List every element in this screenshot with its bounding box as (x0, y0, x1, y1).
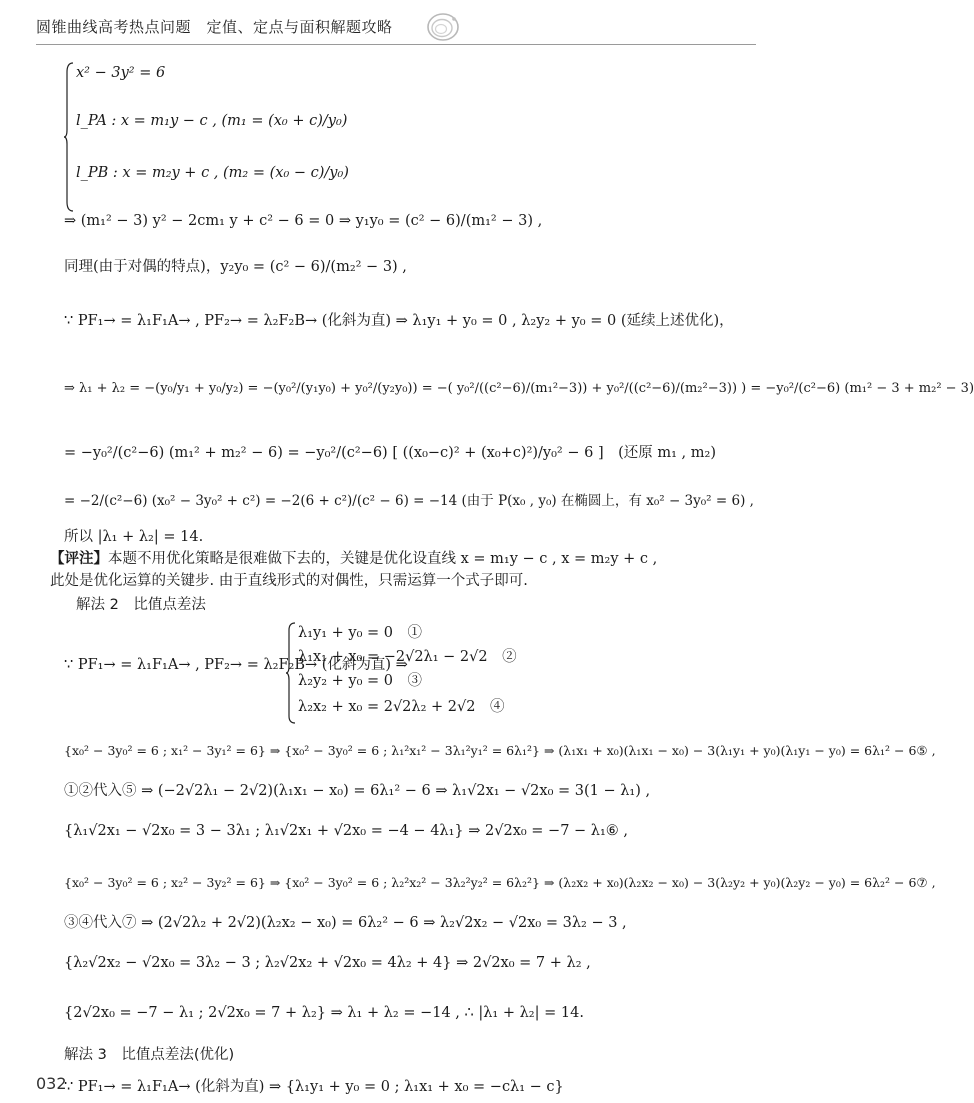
comment-line-1 (50, 550, 657, 568)
vector-condition-result: (化斜为直) ⇒ λ₁y₁ + y₀ = 0 , λ₂y₂ + y₀ = 0 (321, 313, 617, 329)
comment-text-1: 本题不用优化策略是很难做下去的，关键是优化设直线 x = m₁y − c , x = m₂y + c , (108, 551, 658, 567)
s2-vector-condition: ∵ PF₁→ = λ₁F₁A→ , PF₂→ = λ₂F₂B→ (化斜为直) ⇒ (64, 657, 408, 673)
s2-eq-4: λ₂x₂ + x₀ = 2√2λ₂ + 2√2 ④ (298, 699, 505, 715)
s2-eq-3: λ₂y₂ + y₀ = 0 ③ (298, 673, 422, 689)
eq-dual: 同理(由于对偶的特点)，y₂y₀ = (c² − 6)/(m₂² − 3) , (64, 259, 407, 275)
s2-substitute-2: ③④代入⑦ ⇒ (2√2λ₂ + 2√2)(λ₂x₂ − x₀) = 6λ₂² − 6 ⇒ λ₂√2x₂ − √2x₀ = 3λ₂ − 3 , (64, 915, 627, 931)
s2-point-difference-2: {x₀² − 3y₀² = 6 ; x₂² − 3y₂² = 6} ⇒ {x₀² − 3y₀² = 6 ; λ₂²x₂² − 3λ₂²y₂² = 6λ₂²} ⇒ (λ₂x₂ + x₀)(λ₂x₂ − x₀) − 3(λ₂y₂ + y₀)(λ₂y₂ − y₀) = 6λ₂² − 6⑦ , (64, 875, 936, 890)
s2-substitute-1: ①②代入⑤ ⇒ (−2√2λ₁ − 2√2)(λ₁x₁ − x₀) = 6λ₁² − 6 ⇒ λ₁√2x₁ − √2x₀ = 3(1 − λ₁) , (64, 783, 651, 799)
eq-line-pa: l_PA : x = m₁y − c , (m₁ = (x₀ + c)/y₀) (76, 113, 348, 129)
comment-tag: 【评注】 (50, 550, 108, 567)
page-header (36, 10, 756, 45)
s2-eq-2: λ₁x₁ + x₀ = −2√2λ₁ − 2√2 ② (298, 649, 517, 665)
eq-lambda-expand: = −y₀²/(c²−6) (m₁² + m₂² − 6) = −y₀²/(c²−6) [ ((x₀−c)² + (x₀+c)²)/y₀² − 6 ] (还原 m₁ , m₂) (64, 445, 716, 461)
s2-solve-2: {λ₂√2x₂ − √2x₀ = 3λ₂ − 3 ; λ₂√2x₂ + √2x₀ = 4λ₂ + 4} ⇒ 2√2x₀ = 7 + λ₂ , (64, 955, 591, 971)
solution-3-heading: 解法 3 比值点差法(优化) (64, 1047, 235, 1063)
s2-solve-1: {λ₁√2x₁ − √2x₀ = 3 − 3λ₁ ; λ₁√2x₁ + √2x₀ = −4 − 4λ₁} ⇒ 2√2x₀ = −7 − λ₁⑥ , (64, 823, 629, 839)
eq-vector-condition (64, 312, 734, 330)
conclusion-1: 所以 |λ₁ + λ₂| = 14. (64, 529, 204, 545)
s2-conclusion: {2√2x₀ = −7 − λ₁ ; 2√2x₀ = 7 + λ₂} ⇒ λ₁ + λ₂ = −14 , ∴ |λ₁ + λ₂| = 14. (64, 1005, 584, 1021)
left-brace (64, 62, 74, 212)
eq-lambda-result: = −2/(c²−6) (x₀² − 3y₀² + c²) = −2(6 + c²)/(c² − 6) = −14 (由于 P(x₀ , y₀) 在椭圆上，有 x₀² − 3y₀² = 6) , (64, 493, 754, 509)
s2-point-difference-1: {x₀² − 3y₀² = 6 ; x₁² − 3y₁² = 6} ⇒ {x₀² − 3y₀² = 6 ; λ₁²x₁² − 3λ₁²y₁² = 6λ₁²} ⇒ (λ₁x₁ + x₀)(λ₁x₁ − x₀) − 3(λ₁y₁ + y₀)(λ₁y₁ − y₀) = 6λ₁² − 6⑤ , (64, 743, 936, 758)
s3-vector-condition: ∵ PF₁→ = λ₁F₁A→ (化斜为直) ⇒ {λ₁y₁ + y₀ = 0 ; λ₁x₁ + x₀ = −cλ₁ − c} (64, 1079, 564, 1095)
s2-eq-1: λ₁y₁ + y₀ = 0 ① (298, 625, 422, 641)
comment-line-2: 此处是优化运算的关键步. 由于直线形式的对偶性，只需运算一个式子即可. (50, 573, 528, 589)
header-title: 圆锥曲线高考热点问题 定值、定点与面积解题攻略 (36, 18, 393, 36)
eq-lambda-sum: ⇒ λ₁ + λ₂ = −(y₀/y₁ + y₀/y₂) = −(y₀²/(y₁y₀) + y₀²/(y₂y₀)) = −( y₀²/((c²−6)/(m₁²−3)) + y₀²/((c²−6)/(m₂²−3)) ) = −y₀²/(c²−6) (m₁² − 3 + m₂² − 3) (64, 381, 974, 396)
vector-condition-note: (延续上述优化)， (620, 313, 734, 329)
s2-brace (286, 622, 296, 724)
eq-hyperbola: x² − 3y² = 6 (76, 65, 166, 81)
vector-condition-text: ∵ PF₁→ = λ₁F₁A→ , PF₂→ = λ₂F₂B→ (64, 313, 318, 329)
page-number: 032 (36, 1074, 67, 1093)
spiral-logo-icon (426, 12, 460, 42)
solution-2-heading: 解法 2 比值点差法 (76, 597, 206, 613)
eq-line-pb: l_PB : x = m₂y + c , (m₂ = (x₀ − c)/y₀) (76, 165, 349, 181)
eq-substitution: ⇒ (m₁² − 3) y² − 2cm₁ y + c² − 6 = 0 ⇒ y₁y₀ = (c² − 6)/(m₁² − 3) , (64, 213, 543, 229)
